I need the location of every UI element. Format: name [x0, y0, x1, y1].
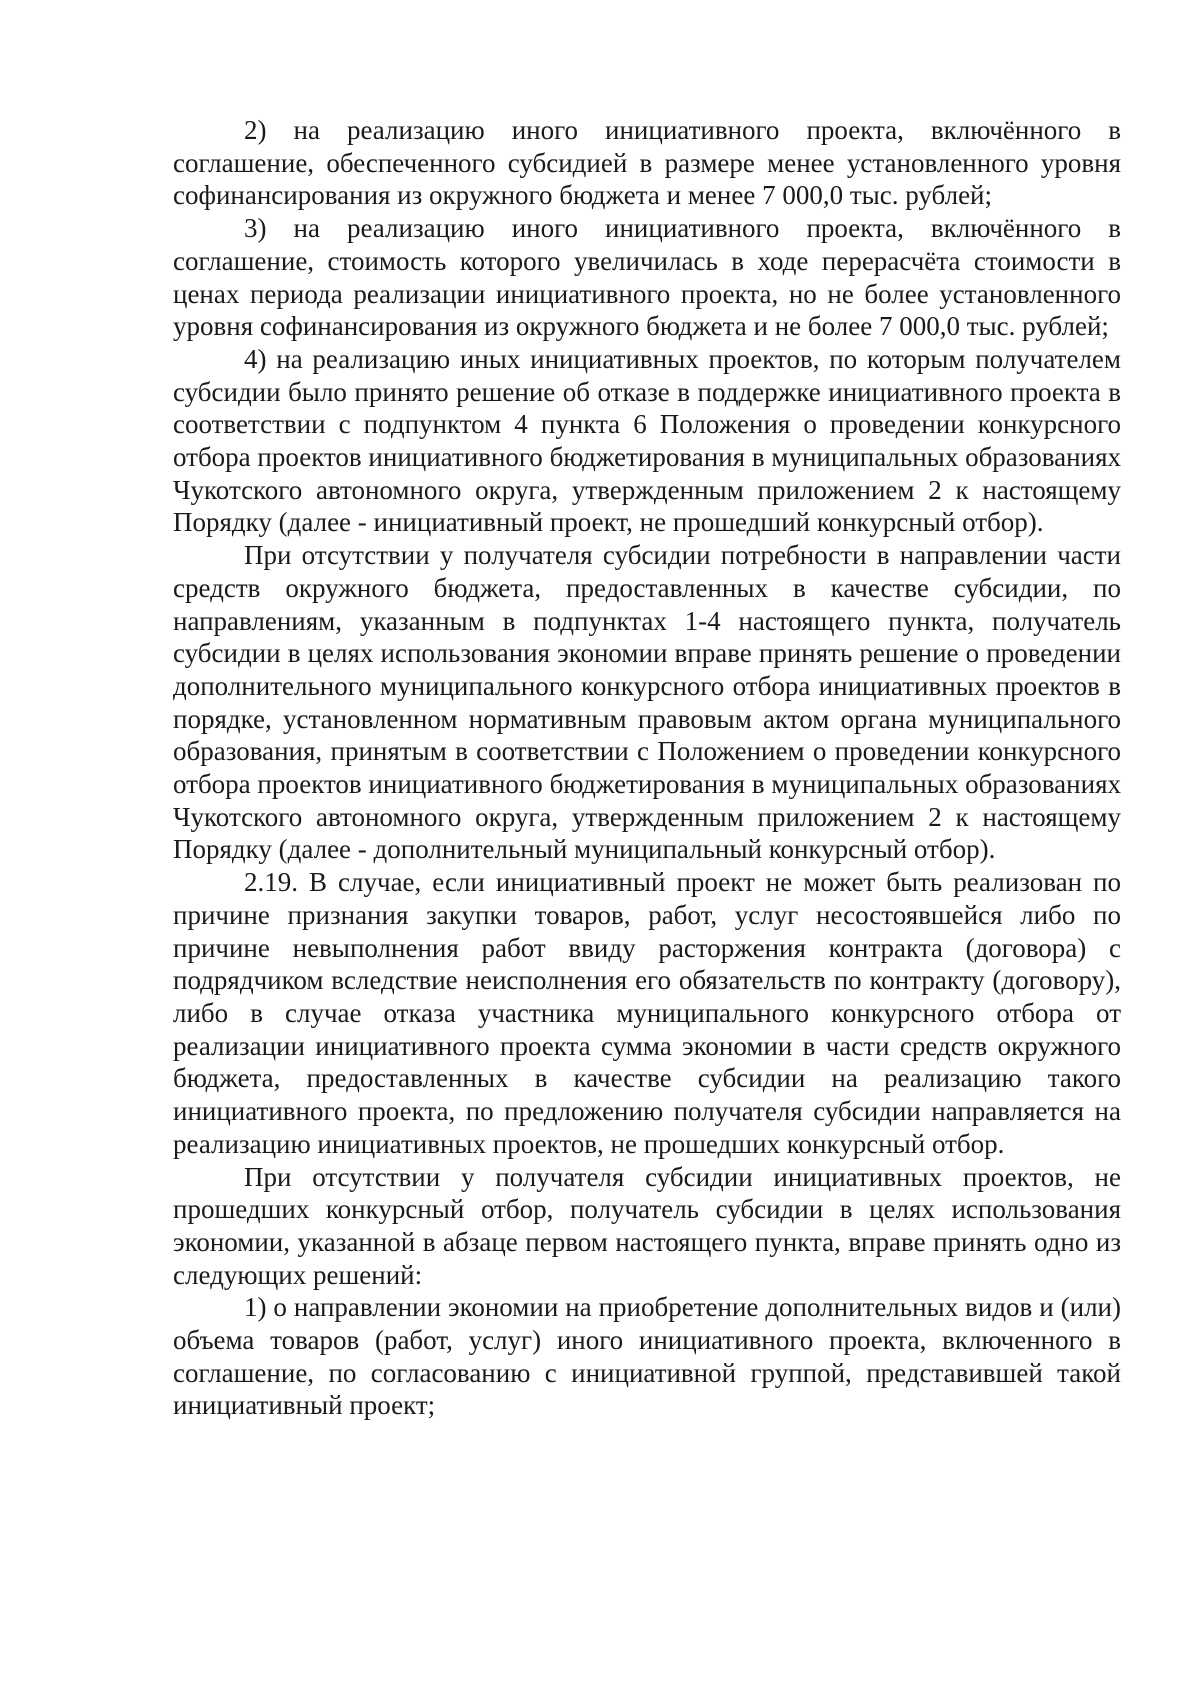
document-body — [173, 114, 1121, 1422]
paragraph-item-3: 3) на реализацию иного инициативного проекта, включённого в соглашение, стоимость которого увеличилась в ходе перерасчёта стоимости в ценах периода реализации инициативного проекта, но не более установленного уровня софинансирования из окружного бюджета и не более 7 000,0 тыс. рублей; — [173, 213, 1121, 342]
paragraph-item-2: 2) на реализацию иного инициативного проекта, включённого в соглашение, обеспеченного субсидией в размере менее установленного уровня софинансирования из окружного бюджета и менее 7 000,0 тыс. рублей; — [173, 115, 1121, 211]
paragraph-savings-contest: При отсутствии у получателя субсидии потребности в направлении части средств окружного бюджета, предоставленных в качестве субсидии, по направлениям, указанным в подпунктах 1-4 настоящего пункта, получатель субсидии в целях использования экономии вправе принять решение о проведении дополнительного муниципального конкурсного отбора инициативных проектов в порядке, установленном нормативным правовым актом органа муниципального образования, принятым в соответствии с Положением о проведении конкурсного отбора проектов инициативного бюджетирования в муниципальных образованиях Чукотского автономного округа, утвержденным приложением 2 к настоящему Порядку (далее - дополнительный муниципальный конкурсный отбор). — [173, 540, 1121, 865]
paragraph-decision-1: 1) о направлении экономии на приобретение дополнительных видов и (или) объема товаров (работ, услуг) иного инициативного проекта, включенного в соглашение, по согласованию с инициативной группой, представившей такой инициативный проект; — [173, 1292, 1121, 1421]
paragraph-item-4: 4) на реализацию иных инициативных проектов, по которым получателем субсидии было принято решение об отказе в поддержке инициативного проекта в соответствии с подпунктом 4 пункта 6 Положения о проведении конкурсного отбора проектов инициативного бюджетирования в муниципальных образованиях Чукотского автономного округа, утвержденным приложением 2 к настоящему Порядку (далее - инициативный проект, не прошедший конкурсный отбор). — [173, 343, 1121, 538]
paragraph-clause-2-19: 2.19. В случае, если инициативный проект не может быть реализован по причине признания закупки товаров, работ, услуг несостоявшейся либо по причине невыполнения работ ввиду расторжения контракта (договора) с подрядчиком вследствие неисполнения его обязательств по контракту (договору), либо в случае отказа участника муниципального конкурсного отбора от реализации инициативного проекта сумма экономии в части средств окружного бюджета, предоставленных в качестве субсидии на реализацию такого инициативного проекта, по предложению получателя субсидии направляется на реализацию инициативных проектов, не прошедших конкурсный отбор. — [173, 867, 1121, 1159]
paragraph-no-projects: При отсутствии у получателя субсидии инициативных проектов, не прошедших конкурсный отбор, получатель субсидии в целях использования экономии, указанной в абзаце первом настоящего пункта, вправе принять одно из следующих решений: — [173, 1161, 1121, 1290]
